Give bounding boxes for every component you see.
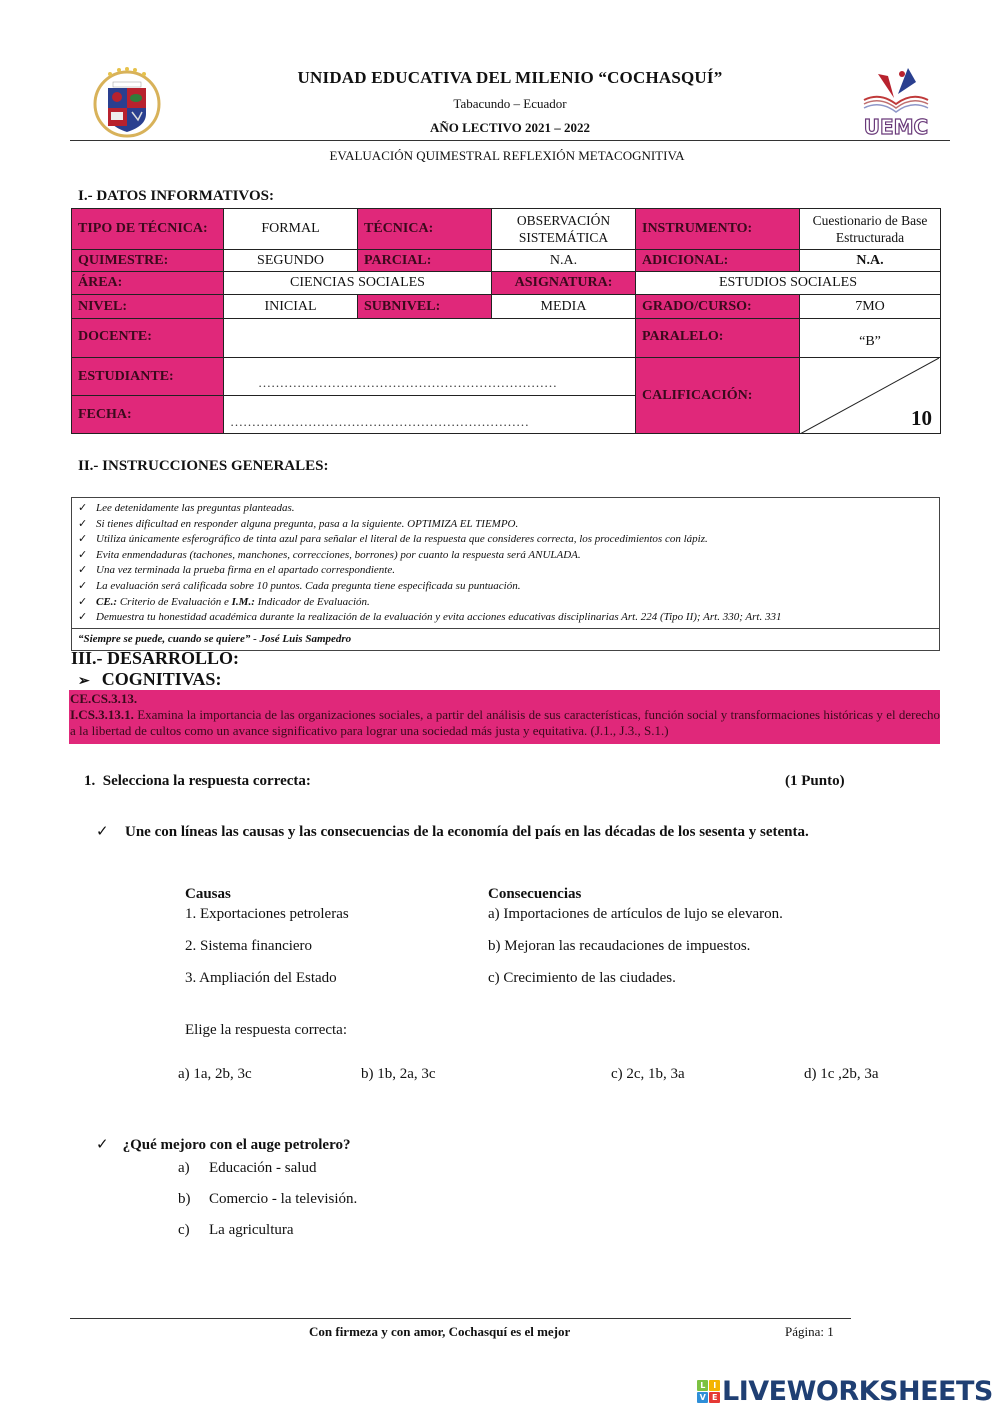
school-year: AÑO LECTIVO 2021 – 2022 <box>429 120 591 135</box>
sub2-option-a[interactable]: a) Educación - salud <box>178 1160 317 1176</box>
estudiante-dots: …………………………………………………………… <box>258 375 557 390</box>
causas-column <box>185 884 349 988</box>
question-1-points: (1 Punto) <box>785 773 845 789</box>
quote: “Siempre se puede, cuando se quiere” - José Luis Sampedro <box>72 628 939 650</box>
calificacion-box[interactable] <box>800 358 941 434</box>
quimestre-value: SEGUNDO <box>224 250 358 272</box>
instruction-item: ✓ Utiliza únicamente esferográfico de tinta azul para señalar el literal de la respuesta que consideres correcta, los procedimientos con lápiz. <box>78 532 939 548</box>
docente-field[interactable] <box>224 319 636 358</box>
tipo-label: TIPO DE TÉCNICA: <box>72 209 224 250</box>
check-icon: ✓ <box>78 611 88 624</box>
instruction-item: ✓ La evaluación será calificada sobre 10 puntos. Cada pregunta tiene especificada su puntuación. <box>78 579 939 595</box>
consecuencia-item[interactable]: c) Crecimiento de las ciudades. <box>488 970 676 986</box>
check-icon: ✓ <box>78 517 88 530</box>
elige-label: Elige la respuesta correcta: <box>185 1022 347 1038</box>
consecuencia-item[interactable]: b) Mejoran las recaudaciones de impuestos. <box>488 938 751 954</box>
fecha-label: FECHA: <box>72 396 224 434</box>
sub1-prompt: ✓ Une con líneas las causas y las consecuencias de la economía del país en las décadas de los sesenta y setenta. <box>96 821 926 843</box>
instructions-list <box>72 498 939 628</box>
estudiante-field[interactable] <box>224 358 636 396</box>
check-icon: ✓ <box>78 579 88 592</box>
instrumento-value: Cuestionario de Base Estructurada <box>800 209 941 250</box>
quimestre-label: QUIMESTRE: <box>72 250 224 272</box>
school-location: Tabacundo – Ecuador <box>453 96 567 111</box>
check-icon: ✓ <box>78 548 88 561</box>
sub2-options <box>178 1158 357 1240</box>
estudiante-label: ESTUDIANTE: <box>72 358 224 396</box>
instruction-item: ✓ Una vez terminada la prueba firma en el apartado correspondiente. <box>78 563 939 579</box>
check-icon: ✓ <box>78 533 88 546</box>
area-label: ÁREA: <box>72 272 224 295</box>
adicional-value: N.A. <box>800 250 941 272</box>
answer-option-c[interactable]: c) 2c, 1b, 3a <box>611 1066 685 1082</box>
fecha-dots: …………………………………………………………… <box>230 414 529 429</box>
check-icon: ✓ <box>96 824 109 840</box>
parcial-label: PARCIAL: <box>358 250 492 272</box>
paralelo-label: PARALELO: <box>636 319 800 358</box>
check-icon: ✓ <box>96 1137 109 1153</box>
instructions-box <box>71 497 940 651</box>
causa-item[interactable]: 2. Sistema financiero <box>185 938 313 954</box>
area-value: CIENCIAS SOCIALES <box>224 272 492 295</box>
adicional-label: ADICIONAL: <box>636 250 800 272</box>
instruction-item: ✓ Lee detenidamente las preguntas planteadas. <box>78 501 939 517</box>
tecnica-value: OBSERVACIÓN SISTEMÁTICA <box>492 209 636 250</box>
calificacion-max: 10 <box>911 406 932 430</box>
parcial-value: N.A. <box>492 250 636 272</box>
instruction-item: ✓ CE.: Criterio de Evaluación e I.M.: Indicador de Evaluación. <box>78 595 939 611</box>
criterio-code: CE.CS.3.13. <box>70 691 138 706</box>
nivel-label: NIVEL: <box>72 295 224 319</box>
datos-table <box>71 208 941 434</box>
sub2-option-c[interactable]: c) La agricultura <box>178 1222 294 1238</box>
question-1-title: 1. Selecciona la respuesta correcta: <box>84 773 311 789</box>
page-number: Página: 1 <box>785 1324 834 1339</box>
footer-motto: Con firmeza y con amor, Cochasquí es el mejor <box>309 1324 571 1339</box>
grado-label: GRADO/CURSO: <box>636 295 800 319</box>
cognitivas-heading: ➢ COGNITIVAS: <box>78 669 222 689</box>
consecuencia-item[interactable]: a) Importaciones de artículos de lujo se elevaron. <box>488 906 783 922</box>
uemc-logo <box>858 64 934 140</box>
sub2-option-b[interactable]: b) Comercio - la televisión. <box>178 1191 358 1207</box>
indicador-text: I.CS.3.13.1. Examina la importancia de las organizaciones sociales, a partir del análisis de sus características, función social y transformaciones históricas y el derecho a la libertad de cultos como un avance significativo para lograr una sociedad más justa y equitativa. (J.1., J.3., S.1.) <box>70 707 940 738</box>
check-icon: ✓ <box>78 595 88 608</box>
asignatura-value: ESTUDIOS SOCIALES <box>636 272 941 295</box>
section-datos-title: I.- DATOS INFORMATIVOS: <box>78 188 274 204</box>
instruction-item: ✓ Evita enmendaduras (tachones, manchones, correcciones, borrones) por cuanto la respuesta será ANULADA. <box>78 548 939 564</box>
liveworksheets-text: LIVEWORKSHEETS <box>722 1376 993 1407</box>
subnivel-label: SUBNIVEL: <box>358 295 492 319</box>
footer-divider <box>70 1318 851 1319</box>
tecnica-label: TÉCNICA: <box>358 209 492 250</box>
fecha-field[interactable] <box>224 396 636 434</box>
svg-text:UEMC: UEMC <box>863 115 929 139</box>
answer-option-d[interactable]: d) 1c ,2b, 3a <box>804 1066 879 1082</box>
section-desarrollo-title: III.- DESARROLLO: <box>71 648 240 668</box>
im-abbr: I.M.: <box>231 595 255 608</box>
consecuencias-column <box>488 884 783 988</box>
school-name: UNIDAD EDUCATIVA DEL MILENIO “COCHASQUÍ” <box>297 68 723 87</box>
check-icon: ✓ <box>78 564 88 577</box>
causa-item[interactable]: 1. Exportaciones petroleras <box>185 906 349 922</box>
instrumento-label: INSTRUMENTO: <box>636 209 800 250</box>
paralelo-value: “B” <box>800 319 941 358</box>
asignatura-label: ASIGNATURA: <box>492 272 636 295</box>
liveworksheets-logo-icon: L I V E <box>697 1380 720 1403</box>
ce-abbr: CE.: <box>96 595 118 608</box>
instruction-item: ✓ Si tienes dificultad en responder alguna pregunta, pasa a la siguiente. OPTIMIZA EL TIEMPO. <box>78 517 939 533</box>
docente-label: DOCENTE: <box>72 319 224 358</box>
criterio-box <box>69 690 940 744</box>
calificacion-label: CALIFICACIÓN: <box>636 358 800 434</box>
grado-value: 7MO <box>800 295 941 319</box>
arrow-bullet-icon: ➢ <box>78 674 90 689</box>
causa-item[interactable]: 3. Ampliación del Estado <box>185 970 337 986</box>
evaluation-title: EVALUACIÓN QUIMESTRAL REFLEXIÓN METACOGNITIVA <box>329 148 685 163</box>
section-instrucciones-title: II.- INSTRUCCIONES GENERALES: <box>78 458 329 474</box>
answer-option-a[interactable]: a) 1a, 2b, 3c <box>178 1066 252 1082</box>
consecuencias-header: Consecuencias <box>488 886 582 902</box>
header-divider <box>70 140 950 141</box>
liveworksheets-watermark[interactable] <box>697 1376 993 1407</box>
causas-header: Causas <box>185 886 231 902</box>
check-icon: ✓ <box>78 502 88 514</box>
subnivel-value: MEDIA <box>492 295 636 319</box>
tipo-value: FORMAL <box>224 209 358 250</box>
nivel-value: INICIAL <box>224 295 358 319</box>
sub2-prompt: ✓ ¿Qué mejoro con el auge petrolero? <box>96 1137 351 1153</box>
instruction-item: ✓ Demuestra tu honestidad académica durante la realización de la evaluación y evita acciones educativas disciplinarias Art. 224 (Tipo II); Art. 330; Art. 331 <box>78 610 939 626</box>
answer-option-b[interactable]: b) 1b, 2a, 3c <box>361 1066 436 1082</box>
